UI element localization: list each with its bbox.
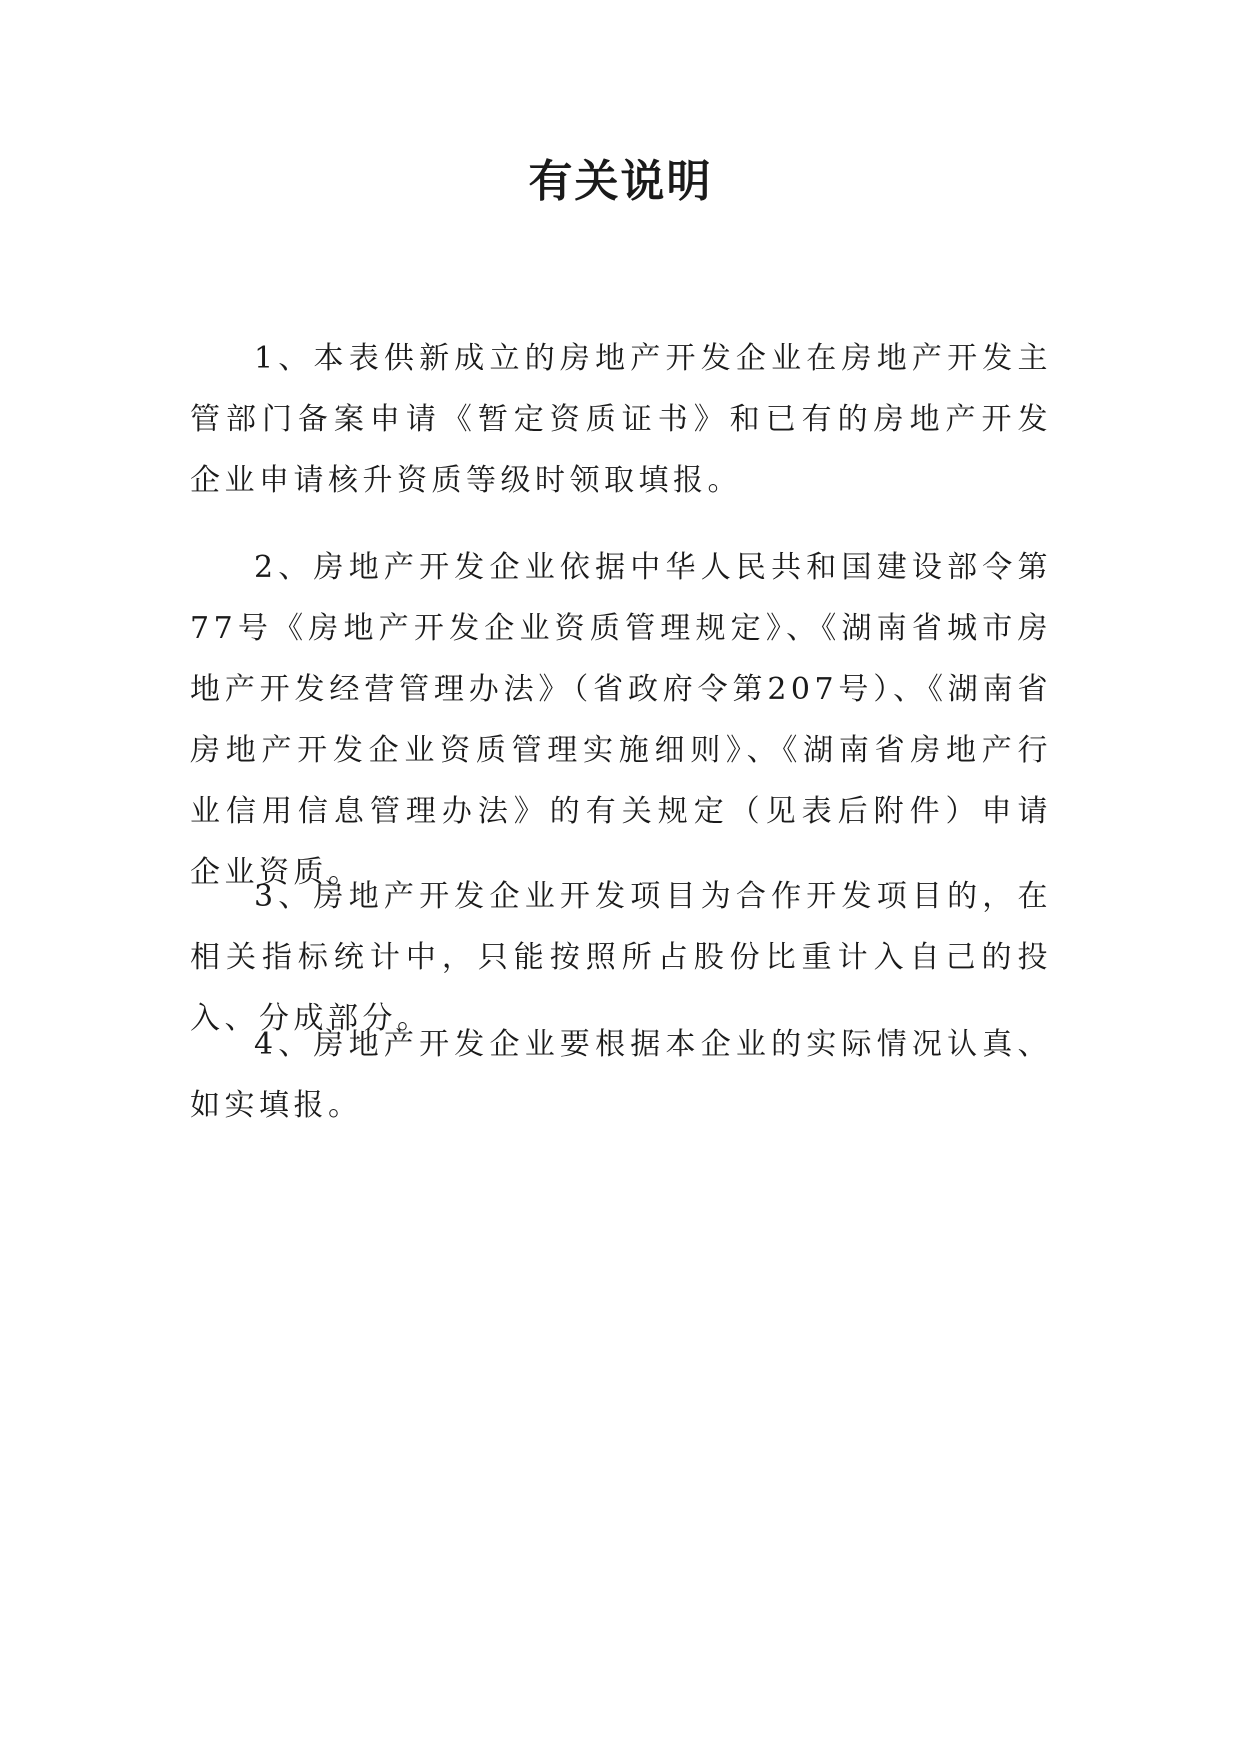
instruction-paragraph-3: 3、房地产开发企业开发项目为合作开发项目的，在相关指标统计中，只能按照所占股份比重计入自己的投入、分成部分。 bbox=[190, 879, 1052, 1036]
page-title: 有关说明 bbox=[528, 156, 713, 207]
instruction-paragraph-1: 1、本表供新成立的房地产开发企业在房地产开发主管部门备案申请《暂定资质证书》和已有的房地产开发企业申请核升资质等级时领取填报。 bbox=[190, 341, 1052, 498]
instruction-paragraph-4: 4、房地产开发企业要根据本企业的实际情况认真、如实填报。 bbox=[190, 1027, 1052, 1123]
instruction-paragraph-2: 2、房地产开发企业依据中华人民共和国建设部令第77号《房地产开发企业资质管理规定》、《湖南省城市房地产开发经营管理办法》（省政府令第207号）、《湖南省房地产开发企业资质管理实施细则》、《湖南省房地产行业信用信息管理办法》的有关规定（见表后附件）申请企业资质。 bbox=[190, 550, 1052, 890]
